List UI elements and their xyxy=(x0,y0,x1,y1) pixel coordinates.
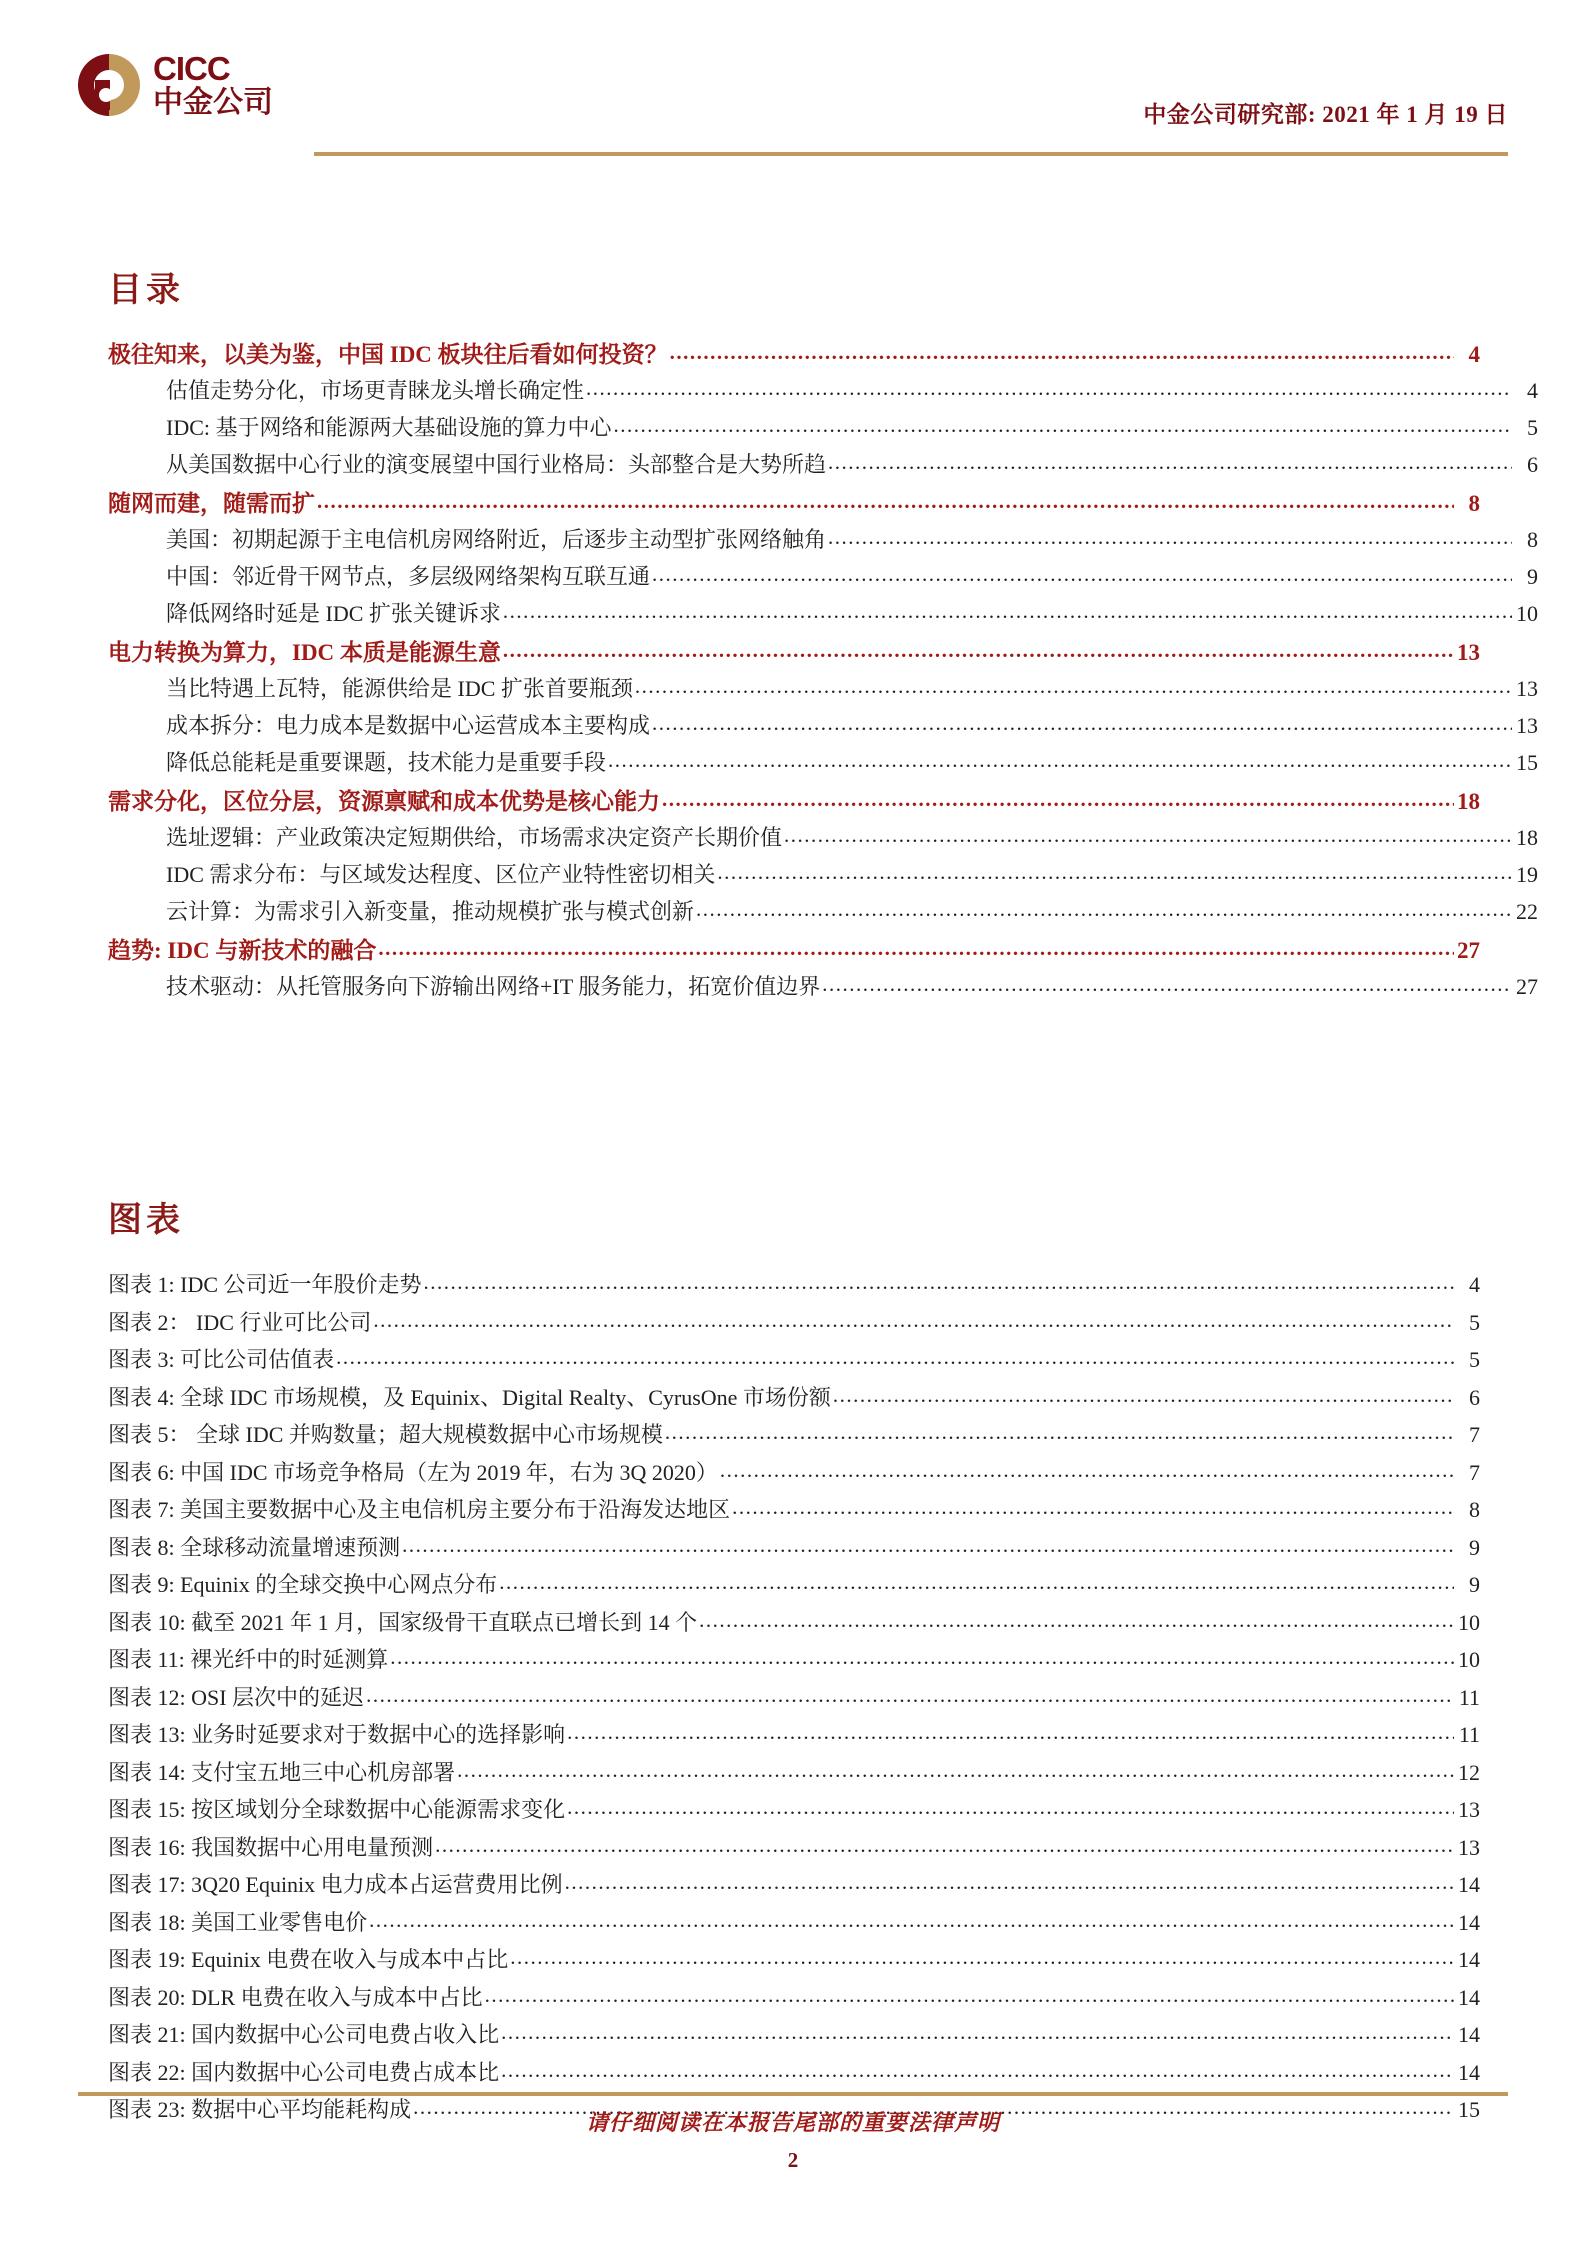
toc-entry-page: 13 xyxy=(1457,640,1480,665)
toc-leader-dots xyxy=(336,1345,1454,1370)
toc-entry-level-1[interactable] xyxy=(108,783,1480,821)
toc-entry-label: 图表 19: Equinix 电费在收入与成本中占比 xyxy=(108,1947,509,1972)
toc-leader-dots xyxy=(784,823,1512,848)
figure-entry[interactable] xyxy=(108,1756,1480,1794)
figure-entry[interactable] xyxy=(108,1681,1480,1719)
toc-leader-dots xyxy=(510,1945,1454,1970)
toc-entry-page: 22 xyxy=(1516,899,1538,924)
toc-leader-dots xyxy=(696,897,1512,922)
toc-entry-page: 7 xyxy=(1469,1422,1480,1447)
figure-entry[interactable] xyxy=(108,1456,1480,1494)
toc-leader-dots xyxy=(390,1645,1454,1670)
toc-entry-level-2[interactable] xyxy=(108,448,1538,485)
toc-entry-page: 7 xyxy=(1469,1459,1480,1485)
toc-entry-label: 图表 18: 美国工业零售电价 xyxy=(108,1909,368,1935)
contents-heading: 目录 xyxy=(108,272,184,309)
figure-entry[interactable] xyxy=(108,1793,1480,1831)
toc-entry-page: 4 xyxy=(1468,342,1480,367)
figure-entry[interactable] xyxy=(108,1981,1480,2019)
figure-entry[interactable] xyxy=(108,1868,1480,1906)
toc-leader-dots xyxy=(828,525,1512,550)
toc-entry-level-2[interactable] xyxy=(108,858,1538,895)
figure-entry[interactable] xyxy=(108,2018,1480,2056)
list-of-figures xyxy=(108,1268,1480,2131)
toc-entry-label: 图表 5： 全球 IDC 并购数量；超大规模数据中心市场规模 xyxy=(108,1422,663,1447)
toc-leader-dots xyxy=(586,376,1512,401)
toc-entry-page: 8 xyxy=(1469,1497,1480,1522)
toc-entry-page: 9 xyxy=(1527,564,1538,589)
toc-leader-dots xyxy=(501,2020,1454,2045)
toc-entry-label: 图表 20: DLR 电费在收入与成本中占比 xyxy=(108,1984,483,2010)
toc-entry-label: 图表 3: 可比公司估值表 xyxy=(108,1347,335,1372)
toc-leader-dots xyxy=(503,599,1512,624)
toc-entry-label: 图表 16: 我国数据中心用电量预测 xyxy=(108,1834,434,1860)
toc-entry-label: 图表 4: 全球 IDC 市场规模，及 Equinix、Digital Realty、CyrusOne 市场份额 xyxy=(108,1384,831,1410)
toc-entry-label: 美国：初期起源于主电信机房网络附近，后逐步主动型扩张网络触角 xyxy=(166,527,827,552)
toc-leader-dots xyxy=(662,787,1454,812)
toc-entry-label: 图表 2： IDC 行业可比公司 xyxy=(108,1309,372,1335)
toc-entry-label: 技术驱动：从托管服务向下游输出网络+IT 服务能力，拓宽价值边界 xyxy=(166,974,821,999)
toc-entry-page: 14 xyxy=(1458,2059,1480,2085)
toc-leader-dots xyxy=(699,1608,1454,1633)
toc-entry-label: 中国：邻近骨干网节点，多层级网络架构互联互通 xyxy=(166,564,651,589)
toc-leader-dots xyxy=(501,2058,1454,2083)
toc-entry-page: 13 xyxy=(1516,676,1538,701)
toc-entry-page: 8 xyxy=(1468,491,1480,516)
figure-entry[interactable] xyxy=(108,1718,1480,1756)
page-number: 2 xyxy=(787,2148,799,2172)
toc-leader-dots xyxy=(652,711,1512,736)
toc-leader-dots xyxy=(670,340,1454,365)
figure-entry[interactable] xyxy=(108,1943,1480,1981)
toc-entry-page: 6 xyxy=(1469,1384,1480,1410)
toc-leader-dots xyxy=(373,1308,1454,1333)
toc-leader-dots xyxy=(565,1870,1454,1895)
toc-entry-label: 图表 12: OSI 层次中的延迟 xyxy=(108,1684,365,1710)
toc-entry-page: 4 xyxy=(1469,1272,1480,1297)
toc-leader-dots xyxy=(402,1533,1454,1558)
toc-entry-label: 成本拆分：电力成本是数据中心运营成本主要构成 xyxy=(166,713,651,738)
toc-entry-page: 10 xyxy=(1516,601,1538,626)
logo-text-cn: 中金公司 xyxy=(153,86,273,119)
toc-entry-level-1[interactable] xyxy=(108,336,1480,374)
toc-leader-dots xyxy=(665,1420,1454,1445)
figure-entry[interactable] xyxy=(108,1268,1480,1306)
toc-entry-page: 13 xyxy=(1458,1834,1480,1860)
toc-entry-label: 图表 17: 3Q20 Equinix 电力成本占运营费用比例 xyxy=(108,1872,563,1897)
table-of-contents xyxy=(108,336,1538,1007)
toc-entry-label: 选址逻辑：产业政策决定短期供给，市场需求决定资产长期价值 xyxy=(166,825,783,850)
toc-entry-page: 18 xyxy=(1457,789,1480,814)
toc-entry-page: 14 xyxy=(1458,1909,1480,1935)
header-dateline: 中金公司研究部: 2021 年 1 月 19 日 xyxy=(1143,102,1508,127)
toc-entry-level-2[interactable] xyxy=(108,560,1538,597)
toc-entry-label: 趋势: IDC 与新技术的融合 xyxy=(108,938,377,963)
toc-entry-label: 图表 7: 美国主要数据中心及主电信机房主要分布于沿海发达地区 xyxy=(108,1497,731,1522)
figure-entry[interactable] xyxy=(108,1381,1480,1419)
toc-entry-page: 9 xyxy=(1469,1534,1480,1560)
toc-leader-dots xyxy=(608,748,1512,773)
figure-entry[interactable] xyxy=(108,1493,1480,1531)
toc-entry-page: 14 xyxy=(1458,1947,1480,1972)
toc-entry-label: 降低总能耗是重要课题，技术能力是重要手段 xyxy=(166,750,607,775)
toc-entry-label: 随网而建，随需而扩 xyxy=(108,491,315,516)
toc-entry-level-2[interactable] xyxy=(108,970,1538,1007)
toc-leader-dots xyxy=(720,1458,1454,1483)
figure-entry[interactable] xyxy=(108,1568,1480,1606)
toc-leader-dots xyxy=(366,1683,1454,1708)
toc-entry-label: 图表 22: 国内数据中心公司电费占成本比 xyxy=(108,2059,500,2085)
toc-entry-label: 云计算：为需求引入新变量，推动规模扩张与模式创新 xyxy=(166,899,695,924)
figure-entry[interactable] xyxy=(108,1343,1480,1381)
toc-entry-label: 极往知来，以美为鉴，中国 IDC 板块往后看如何投资？ xyxy=(108,342,668,367)
toc-entry-page: 11 xyxy=(1458,1684,1480,1710)
toc-leader-dots xyxy=(828,450,1512,475)
toc-entry-label: 图表 21: 国内数据中心公司电费占收入比 xyxy=(108,2022,500,2047)
footer-divider xyxy=(78,2092,1508,2096)
toc-entry-label: 图表 6: 中国 IDC 市场竞争格局（左为 2019 年，右为 3Q 2020） xyxy=(108,1459,718,1485)
toc-entry-page: 8 xyxy=(1527,527,1538,552)
toc-leader-dots xyxy=(499,1570,1454,1595)
toc-leader-dots xyxy=(435,1833,1454,1858)
toc-entry-label: 图表 23: 数据中心平均能耗构成 xyxy=(108,2097,412,2122)
toc-entry-page: 9 xyxy=(1469,1572,1480,1597)
figure-entry[interactable] xyxy=(108,1531,1480,1569)
toc-entry-level-2[interactable] xyxy=(108,746,1538,783)
cicc-logo-mark-icon xyxy=(78,54,140,116)
toc-entry-label: 估值走势分化，市场更青睐龙头增长确定性 xyxy=(166,378,585,403)
figure-entry[interactable] xyxy=(108,1306,1480,1344)
toc-entry-label: 图表 9: Equinix 的全球交换中心网点分布 xyxy=(108,1572,498,1597)
toc-leader-dots xyxy=(833,1383,1454,1408)
toc-entry-page: 10 xyxy=(1458,1647,1480,1672)
toc-entry-page: 27 xyxy=(1457,938,1480,963)
toc-entry-level-2[interactable] xyxy=(108,672,1538,709)
toc-leader-dots xyxy=(424,1270,1454,1295)
toc-leader-dots xyxy=(717,860,1512,885)
toc-entry-level-2[interactable] xyxy=(108,597,1538,634)
toc-entry-page: 27 xyxy=(1516,974,1538,999)
toc-leader-dots xyxy=(652,562,1512,587)
toc-entry-page: 14 xyxy=(1458,1872,1480,1897)
toc-entry-page: 11 xyxy=(1458,1722,1480,1747)
toc-entry-page: 15 xyxy=(1458,2097,1480,2122)
logo-text-en: CICC xyxy=(153,50,230,87)
figure-entry[interactable] xyxy=(108,2056,1480,2094)
figure-entry[interactable] xyxy=(108,1831,1480,1869)
toc-entry-label: 电力转换为算力，IDC 本质是能源生意 xyxy=(108,640,501,665)
legal-disclaimer: 请仔细阅读在本报告尾部的重要法律声明 xyxy=(585,2110,1000,2135)
toc-entry-page: 14 xyxy=(1458,1984,1480,2010)
toc-entry-label: 图表 1: IDC 公司近一年股价走势 xyxy=(108,1272,422,1297)
toc-entry-label: 图表 10: 截至 2021 年 1 月，国家级骨干直联点已增长到 14 个 xyxy=(108,1609,698,1635)
toc-entry-label: 图表 8: 全球移动流量增速预测 xyxy=(108,1534,401,1560)
toc-entry-page: 15 xyxy=(1516,750,1538,775)
toc-entry-page: 19 xyxy=(1516,862,1538,887)
toc-entry-level-1[interactable] xyxy=(108,932,1480,970)
toc-leader-dots xyxy=(614,413,1512,438)
toc-entry-page: 13 xyxy=(1458,1797,1480,1822)
toc-entry-level-2[interactable] xyxy=(108,523,1538,560)
toc-leader-dots xyxy=(317,489,1454,514)
toc-entry-page: 4 xyxy=(1527,378,1538,403)
toc-entry-label: 从美国数据中心行业的演变展望中国行业格局：头部整合是大势所趋 xyxy=(166,452,827,477)
toc-entry-label: 当比特遇上瓦特，能源供给是 IDC 扩张首要瓶颈 xyxy=(166,676,633,701)
toc-entry-label: 图表 15: 按区域划分全球数据中心能源需求变化 xyxy=(108,1797,566,1822)
toc-entry-label: 图表 14: 支付宝五地三中心机房部署 xyxy=(108,1759,456,1785)
toc-leader-dots xyxy=(822,972,1512,997)
toc-entry-page: 5 xyxy=(1469,1309,1480,1335)
toc-entry-level-1[interactable] xyxy=(108,634,1480,672)
toc-entry-level-2[interactable] xyxy=(108,709,1538,746)
toc-entry-label: 需求分化，区位分层，资源禀赋和成本优势是核心能力 xyxy=(108,789,660,814)
figure-entry[interactable] xyxy=(108,1418,1480,1456)
toc-leader-dots xyxy=(567,1795,1454,1820)
toc-leader-dots xyxy=(378,936,1454,961)
toc-entry-label: 图表 13: 业务时延要求对于数据中心的选择影响 xyxy=(108,1722,566,1747)
cicc-logo xyxy=(78,52,273,118)
figure-entry[interactable] xyxy=(108,1906,1480,1944)
toc-entry-label: IDC: 基于网络和能源两大基础设施的算力中心 xyxy=(166,415,612,440)
toc-entry-label: 降低网络时延是 IDC 扩张关键诉求 xyxy=(166,601,501,626)
page-header xyxy=(78,52,1508,156)
toc-entry-page: 5 xyxy=(1527,415,1538,440)
toc-leader-dots xyxy=(457,1758,1454,1783)
toc-entry-level-2[interactable] xyxy=(108,411,1538,448)
toc-entry-label: IDC 需求分布：与区域发达程度、区位产业特性密切相关 xyxy=(166,862,716,887)
toc-entry-label: 图表 11: 裸光纤中的时延测算 xyxy=(108,1647,389,1672)
toc-entry-level-2[interactable] xyxy=(108,821,1538,858)
toc-entry-page: 12 xyxy=(1458,1759,1480,1785)
toc-entry-page: 14 xyxy=(1458,2022,1480,2047)
header-divider xyxy=(314,152,1508,156)
toc-leader-dots xyxy=(635,674,1512,699)
toc-entry-page: 5 xyxy=(1469,1347,1480,1372)
toc-entry-page: 13 xyxy=(1516,713,1538,738)
toc-entry-level-1[interactable] xyxy=(108,485,1480,523)
toc-entry-page: 6 xyxy=(1527,452,1538,477)
toc-leader-dots xyxy=(503,638,1454,663)
toc-leader-dots xyxy=(485,1983,1454,2008)
toc-entry-level-2[interactable] xyxy=(108,895,1538,932)
toc-entry-level-2[interactable] xyxy=(108,374,1538,411)
toc-leader-dots xyxy=(369,1908,1454,1933)
toc-leader-dots xyxy=(732,1495,1454,1520)
figure-entry[interactable] xyxy=(108,1643,1480,1681)
logo-wordmark xyxy=(153,52,273,118)
toc-leader-dots xyxy=(567,1720,1454,1745)
figures-heading: 图表 xyxy=(108,1202,184,1239)
toc-entry-page: 10 xyxy=(1458,1609,1480,1635)
toc-entry-page: 18 xyxy=(1516,825,1538,850)
figure-entry[interactable] xyxy=(108,1606,1480,1644)
